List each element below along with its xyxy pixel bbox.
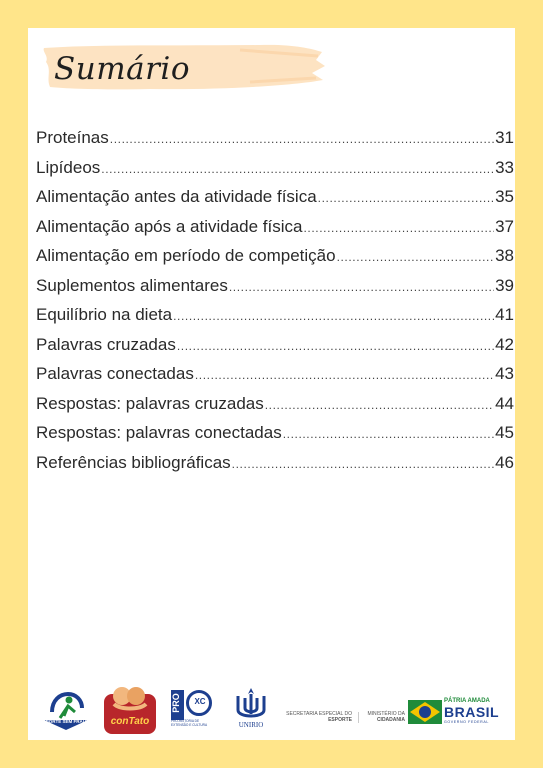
- toc-entry-label: Palavras conectadas: [36, 364, 194, 383]
- page: [28, 28, 515, 740]
- patria-amada-text: PÁTRIA AMADA: [444, 698, 490, 704]
- toc-entry-label: Alimentação antes da atividade física: [36, 187, 317, 206]
- toc-entry-label: Respostas: palavras conectadas: [36, 423, 282, 442]
- toc-entry[interactable]: [36, 128, 514, 158]
- toc-entry[interactable]: [36, 335, 514, 365]
- toc-entry-page-number: 44: [495, 393, 514, 413]
- toc-entry-page-number: 38: [495, 246, 514, 265]
- governo-federal-text: GOVERNO FEDERAL: [444, 720, 489, 724]
- patria-amada-brasil-logo: [408, 698, 500, 728]
- toc-entry[interactable]: [36, 187, 514, 217]
- toc-entry-label: Alimentação após a atividade física: [36, 216, 303, 236]
- toc-leader-dots: [177, 335, 494, 355]
- toc-entry-page-number: 31: [495, 128, 514, 147]
- toc-leader-dots: [304, 217, 495, 237]
- toc-leader-dots: [110, 128, 494, 148]
- toc-leader-dots: [173, 305, 494, 325]
- toc-entry-label: Referências bibliográficas: [36, 452, 231, 472]
- toc-leader-dots: [265, 394, 494, 414]
- page-title: Sumário: [54, 51, 190, 87]
- toc-entry-page-number: 33: [495, 157, 514, 177]
- proexc-pro-text: PRO: [171, 693, 182, 713]
- secretaria-line1: SECRETARIA ESPECIAL DO: [286, 711, 352, 717]
- toc-entry-page-number: 35: [495, 187, 514, 206]
- esporte-sem-fraude-text: ESPORTE SEM FRAUDE: [39, 719, 93, 724]
- ministerio-cidadania-logo: [358, 712, 405, 723]
- secretaria-line2: ESPORTE: [328, 716, 352, 723]
- unirio-logo: [232, 686, 270, 732]
- toc-entry[interactable]: [36, 276, 514, 306]
- proexc-xc-text: XC: [194, 697, 206, 706]
- toc-entry-page-number: 42: [495, 334, 514, 354]
- toc-entry[interactable]: [36, 305, 514, 335]
- contato-text: conTato: [110, 716, 150, 727]
- ministerio-line1: MINISTÉRIO DA: [367, 711, 405, 717]
- toc-entry[interactable]: [36, 217, 514, 247]
- toc-leader-dots: [101, 158, 494, 178]
- table-of-contents: [36, 128, 514, 482]
- toc-entry[interactable]: [36, 364, 514, 394]
- toc-entry-page-number: 43: [495, 364, 514, 383]
- toc-leader-dots: [337, 246, 495, 266]
- ministerio-line2: CIDADANIA: [376, 716, 405, 723]
- toc-entry-label: Respostas: palavras cruzadas: [36, 393, 264, 413]
- proexc-caption: PRÓ-REITORIA DE EXTENSÃO E CULTURA: [171, 719, 208, 727]
- toc-entry-label: Equilíbrio na dieta: [36, 305, 173, 324]
- toc-entry-page-number: 45: [495, 423, 514, 442]
- toc-entry-label: Palavras cruzadas: [36, 334, 176, 354]
- toc-entry-label: Lipídeos: [36, 157, 101, 177]
- toc-entry-page-number: 39: [495, 275, 514, 295]
- proexc-logo: [171, 688, 213, 728]
- toc-entry-page-number: 37: [495, 216, 514, 236]
- contato-logo: [102, 684, 158, 736]
- toc-entry-label: Proteínas: [36, 128, 109, 147]
- toc-entry[interactable]: [36, 394, 514, 424]
- toc-entry[interactable]: [36, 423, 514, 453]
- toc-leader-dots: [232, 453, 494, 473]
- toc-entry-label: Suplementos alimentares: [36, 275, 228, 295]
- heading-banner: [40, 42, 325, 94]
- toc-leader-dots: [283, 423, 494, 443]
- toc-leader-dots: [229, 276, 494, 296]
- unirio-text: UNIRIO: [238, 721, 264, 729]
- toc-entry-label: Alimentação em período de competição: [36, 246, 336, 265]
- toc-leader-dots: [318, 187, 494, 207]
- esporte-sem-fraude-logo: [38, 686, 94, 734]
- toc-entry[interactable]: [36, 246, 514, 276]
- toc-entry-page-number: 41: [495, 305, 514, 324]
- secretaria-esporte-logo: [278, 712, 352, 723]
- brazil-flag-icon: [408, 700, 442, 726]
- brasil-text: BRASIL: [444, 704, 500, 720]
- toc-entry-page-number: 46: [495, 452, 514, 472]
- toc-entry[interactable]: [36, 158, 514, 188]
- footer-logos: [28, 676, 515, 740]
- toc-entry[interactable]: [36, 453, 514, 483]
- toc-leader-dots: [195, 364, 494, 384]
